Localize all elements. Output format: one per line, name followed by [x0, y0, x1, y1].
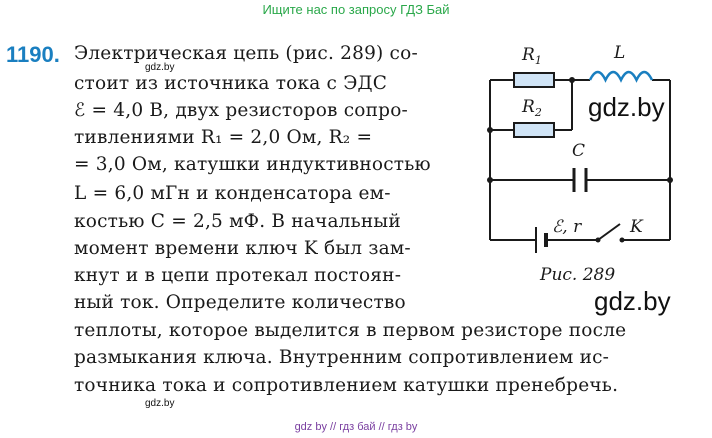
label-key: K	[630, 217, 643, 237]
text-line-3: ℰ = 4,0 В, двух резисторов сопро-	[74, 100, 409, 121]
circuit-diagram	[480, 40, 695, 255]
text-line-13: точника тока и сопротивлением катушки пренебречь.	[74, 375, 619, 396]
text-line-10: ный ток. Определите количество	[74, 292, 406, 313]
top-banner[interactable]: Ищите нас по запросу ГДЗ Бай	[262, 2, 450, 17]
label-source: ℰ, r	[552, 217, 582, 237]
text-line-6: L = 6,0 мГн и конденсатора ем-	[74, 183, 391, 204]
capacitor	[574, 168, 586, 192]
watermark-big-2: gdz.by	[594, 286, 671, 316]
label-r2: $R_2$	[522, 97, 542, 119]
label-inductor: L	[614, 43, 626, 63]
text-line-7: костью C = 2,5 мФ. В начальный	[74, 211, 401, 232]
text-line-1: Электрическая цепь (рис. 289) со-	[74, 43, 418, 64]
text-line-5: = 3,0 Ом, катушки индуктивностью	[74, 154, 431, 175]
resistor-r2	[514, 123, 554, 137]
battery	[536, 227, 546, 253]
text-line-9: кнут и в цепи протекал постоян-	[74, 265, 402, 286]
text-line-8: момент времени ключ K был зам-	[74, 238, 411, 259]
text-line-11: теплоты, которое выделится в первом резисторе после	[74, 320, 627, 341]
watermark-small-1: gdz.by	[145, 62, 175, 73]
inductor-coil	[590, 72, 652, 80]
problem-number: 1190.	[6, 42, 60, 67]
label-capacitor: C	[572, 141, 586, 161]
watermark-big-1: gdz.by	[588, 92, 665, 122]
figure-caption: Рис. 289	[540, 265, 616, 285]
resistor-r1	[514, 73, 554, 87]
text-line-4: тивлениями R₁ = 2,0 Ом, R₂ =	[74, 127, 373, 148]
text-line-2: стоит из источника тока с ЭДС	[74, 73, 388, 94]
text-line-12: размыкания ключа. Внутренним сопротивлением ис-	[74, 347, 610, 368]
label-r1: $R_1$	[522, 45, 542, 67]
watermark-small-2: gdz.by	[145, 398, 175, 409]
footer-links[interactable]: gdz by // гдз бай // гдз by	[294, 421, 418, 433]
